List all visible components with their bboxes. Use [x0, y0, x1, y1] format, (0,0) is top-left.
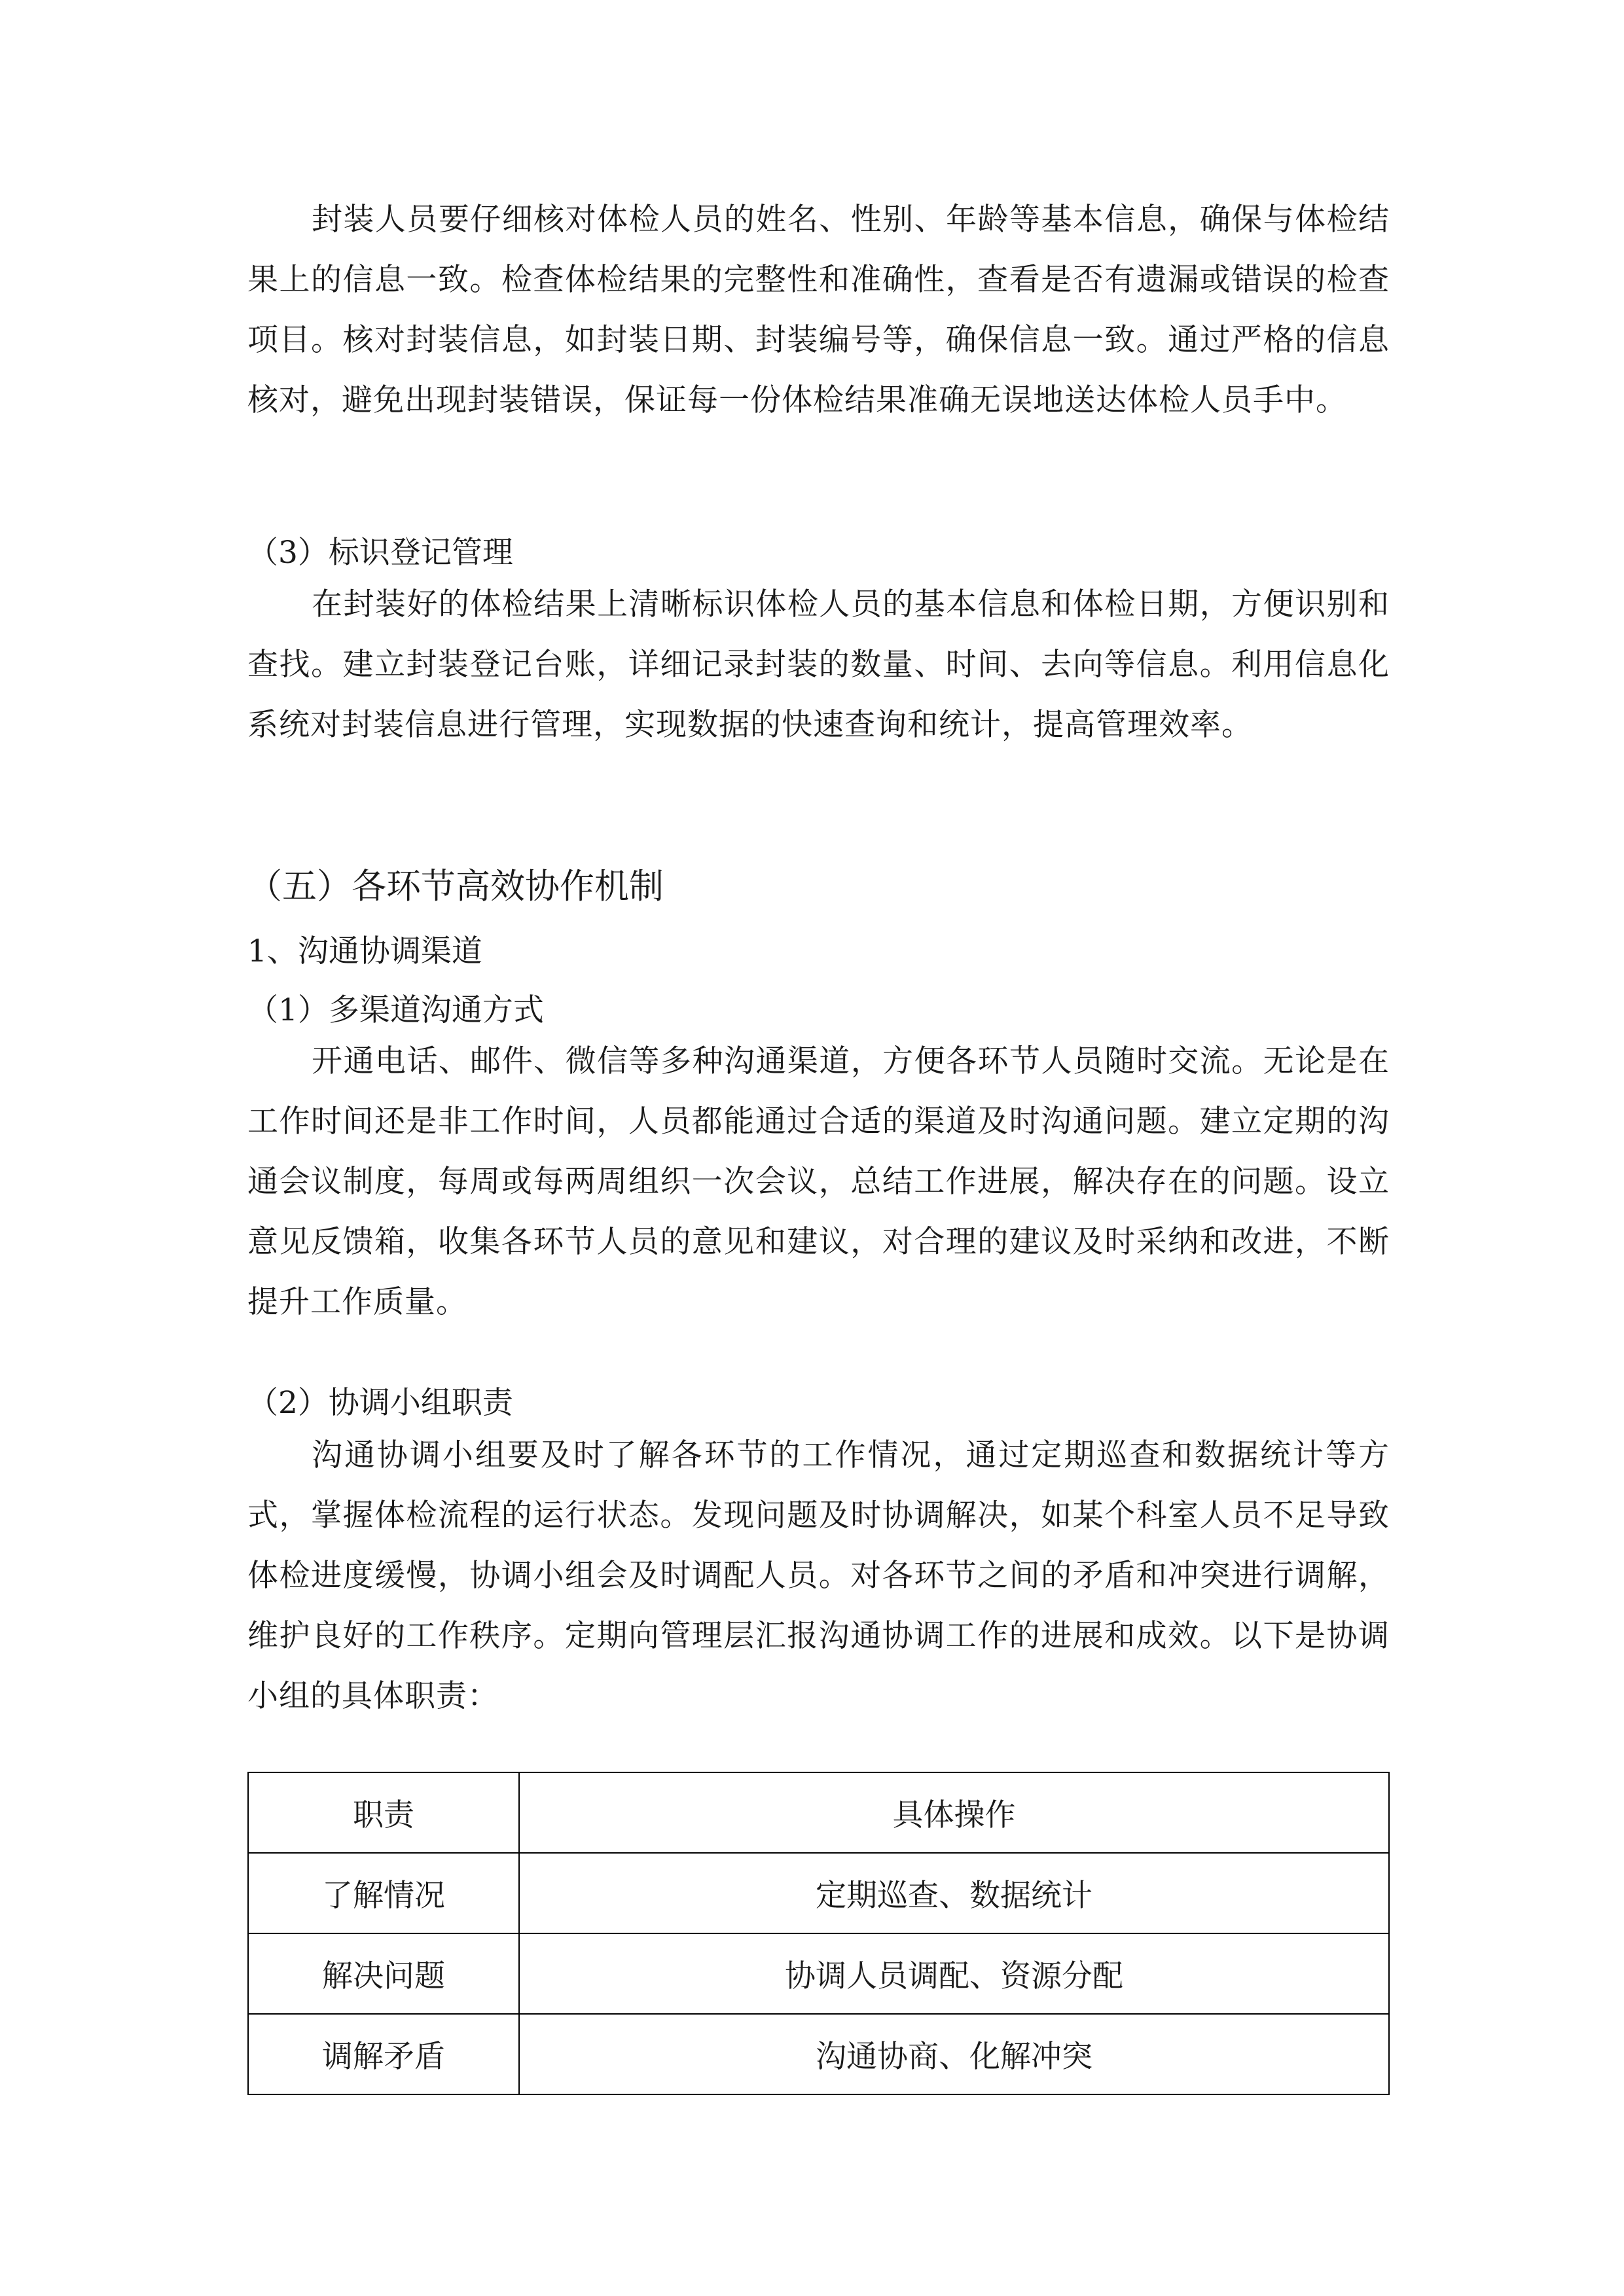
- paragraph-multi-channel: 开通电话、邮件、微信等多种沟通渠道，方便各环节人员随时交流。无论是在工作时间还是非工作时间，人员都能通过合适的渠道及时沟通问题。建立定期的沟通会议制度，每周或每两周组织一次会议，总结工作进展，解决存在的问题。设立意见反馈箱，收集各环节人员的意见和建议，对合理的建议及时采纳和改进，不断提升工作质量。: [247, 1043, 1390, 1320]
- subsection-communication-channels: 1、沟通协调渠道: [247, 933, 482, 969]
- table-header-row: [248, 1772, 1389, 1853]
- paragraph-label-registration: 在封装好的体检结果上清晰标识体检人员的基本信息和体检日期，方便识别和查找。建立封装登记台账，详细记录封装的数量、时间、去向等信息。利用信息化系统对封装信息进行管理，实现数据的快速查询和统计，提高管理效率。: [247, 586, 1390, 743]
- table-row: [248, 2014, 1389, 2094]
- subheading-coordination-group: （2）协调小组职责: [247, 1385, 513, 1421]
- table-cell: 调解矛盾: [248, 2014, 519, 2094]
- table-row: [248, 1853, 1389, 1933]
- paragraph-info-check: 封装人员要仔细核对体检人员的姓名、性别、年龄等基本信息，确保与体检结果上的信息一致。检查体检结果的完整性和准确性，查看是否有遗漏或错误的检查项目。核对封装信息，如封装日期、封装编号等，确保信息一致。通过严格的信息核对，避免出现封装错误，保证每一份体检结果准确无误地送达体检人员手中。: [247, 202, 1390, 418]
- table-header-cell: 具体操作: [519, 1772, 1389, 1853]
- paragraph-coordination-group: 沟通协调小组要及时了解各环节的工作情况，通过定期巡查和数据统计等方式，掌握体检流程的运行状态。发现问题及时协调解决，如某个科室人员不足导致体检进度缓慢，协调小组会及时调配人员。对各环节之间的矛盾和冲突进行调解，维护良好的工作秩序。定期向管理层汇报沟通协调工作的进展和成效。以下是协调小组的具体职责：: [247, 1437, 1390, 1714]
- table-cell: 协调人员调配、资源分配: [519, 1933, 1389, 2014]
- section-title-collaboration: （五）各环节高效协作机制: [247, 867, 664, 906]
- table-cell: 沟通协商、化解冲突: [519, 2014, 1389, 2094]
- table-header-cell: 职责: [248, 1772, 519, 1853]
- table-row: [248, 1933, 1389, 2014]
- duties-table: [247, 1772, 1390, 2095]
- table-cell: 了解情况: [248, 1853, 519, 1933]
- subheading-label-registration: （3）标识登记管理: [247, 535, 513, 571]
- subheading-multi-channel: （1）多渠道沟通方式: [247, 992, 544, 1028]
- table-cell: 定期巡查、数据统计: [519, 1853, 1389, 1933]
- table-cell: 解决问题: [248, 1933, 519, 2014]
